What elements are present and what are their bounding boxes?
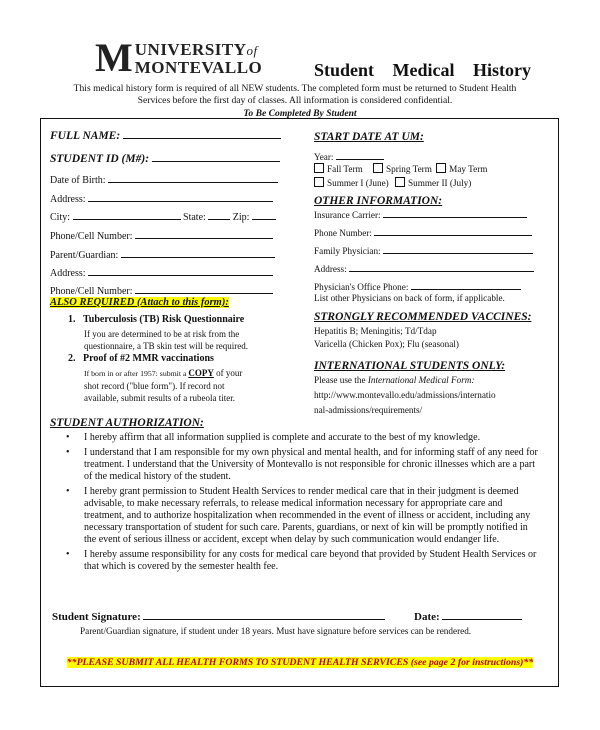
intro-text: This medical history form is required of all NEW students. The completed form must be returned to Student Health Services before the first day of classes. All information is considered confidential. bbox=[73, 83, 517, 106]
other-info-heading: OTHER INFORMATION: bbox=[314, 195, 443, 207]
phone2-label: Phone/Cell Number: bbox=[50, 286, 133, 297]
list-other-note: List other Physicians on back of form, if applicable. bbox=[314, 293, 505, 303]
vaccines-heading: STRONGLY RECOMMENDED VACCINES: bbox=[314, 311, 532, 323]
tb-desc bbox=[84, 328, 248, 352]
address-field[interactable] bbox=[50, 193, 273, 205]
zip-line[interactable] bbox=[252, 211, 276, 220]
spring-checkbox[interactable] bbox=[373, 163, 383, 173]
address2-label: Address: bbox=[50, 268, 86, 279]
phone-number-line[interactable] bbox=[374, 227, 532, 236]
also-required-heading bbox=[50, 297, 229, 308]
student-id-line[interactable] bbox=[152, 153, 280, 162]
tb-desc-line1: If you are determined to be at risk from the bbox=[84, 329, 240, 339]
phone-label: Phone/Cell Number: bbox=[50, 231, 133, 242]
student-id-label: STUDENT ID (M#): bbox=[50, 153, 150, 165]
date-label: Date: bbox=[414, 611, 440, 623]
city-state-zip[interactable] bbox=[50, 211, 276, 223]
office-phone-line[interactable] bbox=[411, 281, 521, 290]
address2-line[interactable] bbox=[88, 267, 273, 276]
student-id-field[interactable] bbox=[50, 153, 280, 165]
mmr-desc-line3: available, submit results of a rubeola titer. bbox=[84, 393, 235, 403]
logo-mark: M bbox=[95, 35, 127, 80]
tb-item bbox=[68, 314, 244, 325]
physician-address-field[interactable] bbox=[314, 263, 534, 276]
intl-url-line1[interactable]: http://www.montevallo.edu/admissions/internatio bbox=[314, 390, 496, 400]
university-logo bbox=[95, 35, 263, 80]
authorization-item: • I understand that I am responsible for my own physical and mental health, and for informing staff of any need for treatment. I understand that the University of Montevallo is not responsible for chronic illnesses which are a part of the medical history of the student. bbox=[62, 447, 542, 483]
vaccines-list bbox=[314, 325, 459, 350]
phone-number-label: Phone Number: bbox=[314, 228, 372, 238]
summer1-checkbox[interactable] bbox=[314, 177, 324, 187]
mmr-item bbox=[68, 353, 214, 364]
logo-line1: UNIVERSITY bbox=[134, 39, 247, 59]
insurance-field[interactable] bbox=[314, 209, 527, 222]
summer1-label: Summer I (June) bbox=[327, 178, 389, 188]
authorization-item: • I hereby affirm that all information supplied is complete and accurate to the best of my knowledge. bbox=[62, 432, 542, 444]
authorization-list bbox=[62, 432, 542, 573]
authorization-heading: STUDENT AUTHORIZATION: bbox=[50, 417, 204, 429]
term-row-2 bbox=[314, 177, 471, 190]
mmr-desc bbox=[84, 367, 242, 404]
full-name-field[interactable] bbox=[50, 130, 281, 142]
intl-form-name: International Medical Form: bbox=[367, 375, 475, 385]
tb-number: 1. bbox=[68, 314, 76, 325]
tb-desc-line2: questionnaire, a TB skin test will be required. bbox=[84, 341, 249, 351]
vaccines-line1: Hepatitis B; Meningitis; Td/Tdap bbox=[314, 326, 437, 336]
may-checkbox[interactable] bbox=[436, 163, 446, 173]
office-phone-label: Physician's Office Phone: bbox=[314, 282, 409, 292]
insurance-line[interactable] bbox=[383, 209, 527, 218]
mmr-desc-1a: If born in or after 1957: submit a bbox=[84, 369, 189, 378]
dob-line[interactable] bbox=[108, 174, 278, 183]
intl-text bbox=[314, 373, 496, 418]
authorization-item: • I hereby grant permission to Student Health Services to render medical care that in their judgment is deemed advisable, to make necessary referrals, to release medical information necessary for appropriate care and treatment, and to authorize hospitalization when recommended in the event of illness or accident, including any necessary transportation of student for such care. Parents, guardians, or next of kin will be promptly notified in the event of serious illness or accident, except when delay by such communication would endanger life. bbox=[62, 486, 542, 546]
fall-checkbox[interactable] bbox=[314, 163, 324, 173]
address-line[interactable] bbox=[88, 193, 273, 202]
logo-of: of bbox=[246, 42, 258, 58]
physician-address-label: Address: bbox=[314, 264, 347, 274]
full-name-line[interactable] bbox=[123, 130, 281, 139]
mmr-desc-line1 bbox=[84, 367, 242, 380]
logo-wordmark bbox=[135, 41, 263, 76]
spring-label: Spring Term bbox=[385, 164, 432, 174]
tb-title: Tuberculosis (TB) Risk Questionnaire bbox=[83, 314, 245, 325]
full-name-label: FULL NAME: bbox=[50, 130, 121, 142]
phone2-line[interactable] bbox=[135, 285, 273, 294]
signature-line[interactable] bbox=[143, 611, 385, 620]
signature-label: Student Signature: bbox=[52, 611, 141, 623]
signature-field[interactable] bbox=[52, 611, 385, 623]
physician-field[interactable] bbox=[314, 245, 533, 258]
city-label: City: bbox=[50, 212, 71, 223]
mmr-title: Proof of #2 MMR vaccinations bbox=[83, 353, 214, 364]
page-title: Student Medical History bbox=[314, 60, 531, 80]
parent-label: Parent/Guardian: bbox=[50, 250, 119, 261]
city-line[interactable] bbox=[73, 211, 181, 220]
year-label: Year: bbox=[314, 152, 334, 162]
authorization-item: • I hereby assume responsibility for any costs for medical care beyond that provided by Student Health Services or that which is covered by the semester health fee. bbox=[62, 549, 542, 573]
physician-label: Family Physician: bbox=[314, 246, 381, 256]
address2-field[interactable] bbox=[50, 267, 273, 279]
parent-field[interactable] bbox=[50, 249, 275, 261]
phone2-field[interactable] bbox=[50, 285, 273, 297]
state-line[interactable] bbox=[208, 211, 230, 220]
submit-note bbox=[55, 657, 545, 668]
mmr-desc-1c: of your bbox=[213, 368, 243, 378]
phone-field[interactable] bbox=[50, 230, 273, 242]
phone-line[interactable] bbox=[135, 230, 273, 239]
vaccines-line2: Varicella (Chicken Pox); Flu (seasonal) bbox=[314, 338, 459, 349]
start-date-heading: START DATE AT UM: bbox=[314, 131, 424, 143]
fall-label: Fall Term bbox=[327, 164, 363, 174]
mmr-number: 2. bbox=[68, 353, 76, 364]
intl-line1 bbox=[314, 373, 496, 388]
physician-address-line[interactable] bbox=[349, 263, 534, 272]
intl-url-line2[interactable]: nal-admissions/requirements/ bbox=[314, 405, 423, 415]
mmr-desc-copy: COPY bbox=[188, 368, 214, 378]
summer2-checkbox[interactable] bbox=[395, 177, 405, 187]
state-label: State: bbox=[183, 212, 206, 223]
intl-line1a: Please use the bbox=[314, 375, 368, 385]
logo-line2: MONTEVALLO bbox=[134, 57, 263, 77]
year-line[interactable] bbox=[336, 151, 384, 160]
summer2-label: Summer II (July) bbox=[408, 178, 472, 188]
to-be-completed-text: To Be Completed By Student bbox=[243, 108, 357, 119]
may-label: May Term bbox=[449, 164, 488, 174]
phone-number-field[interactable] bbox=[314, 227, 532, 240]
address-label: Address: bbox=[50, 194, 86, 205]
mmr-desc-line2: shot record ("blue form"). If record not bbox=[84, 381, 225, 391]
zip-label: Zip: bbox=[232, 212, 250, 223]
insurance-label: Insurance Carrier: bbox=[314, 210, 381, 220]
parent-line[interactable] bbox=[121, 249, 275, 258]
also-required-text: ALSO REQUIRED (Attach to this form): bbox=[50, 297, 229, 308]
intl-heading: INTERNATIONAL STUDENTS ONLY: bbox=[314, 360, 506, 372]
submit-text: **PLEASE SUBMIT ALL HEALTH FORMS TO STUDENT HEALTH SERVICES (see page 2 for instructions)** bbox=[66, 657, 534, 668]
year-field[interactable] bbox=[314, 151, 384, 164]
physician-line[interactable] bbox=[383, 245, 533, 254]
dob-label: Date of Birth: bbox=[50, 175, 106, 186]
date-line[interactable] bbox=[442, 611, 522, 620]
dob-field[interactable] bbox=[50, 174, 278, 186]
guardian-note: Parent/Guardian signature, if student under 18 years. Must have signature before services can be rendered. bbox=[80, 626, 472, 636]
term-row-1 bbox=[314, 163, 487, 176]
date-field[interactable] bbox=[414, 611, 522, 623]
